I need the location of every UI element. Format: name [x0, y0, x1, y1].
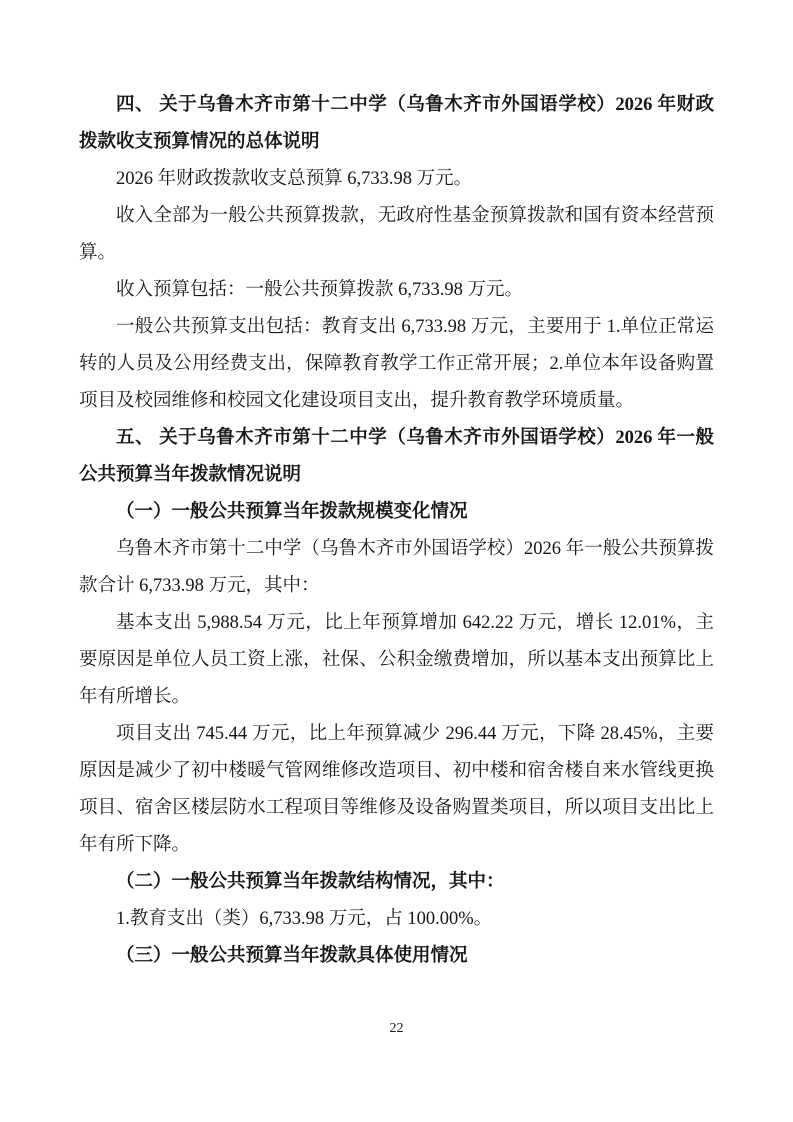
- expenditure-budget-paragraph: 一般公共预算支出包括：教育支出 6,733.98 万元，主要用于 1.单位正常运转的人员及公用经费支出，保障教育教学工作正常开展；2.单位本年设备购置项目及校园维修和校园文化建设项目支出，提升教育教学环境质量。: [79, 317, 714, 411]
- project-expenditure-paragraph: 项目支出 745.44 万元，比上年预算减少 296.44 万元，下降 28.45%，主要原因是减少了初中楼暖气管网维修改造项目、初中楼和宿舍楼自来水管线更换项目、宿舍区楼层防水工程项目等维修及设备购置类项目，所以项目支出比上年有所下降。: [79, 724, 714, 855]
- income-source-paragraph: 收入全部为一般公共预算拨款，无政府性基金预算拨款和国有资本经营预算。: [79, 206, 714, 263]
- subsection-2-heading: （二）一般公共预算当年拨款结构情况，其中：: [116, 872, 505, 892]
- document-body: [79, 87, 714, 975]
- section-5-heading: 五、 关于乌鲁木齐市第十二中学（乌鲁木齐市外国语学校）2026 年一般公共预算当年拨款情况说明: [79, 428, 714, 485]
- total-budget-paragraph: 2026 年财政拨款收支总预算 6,733.98 万元。: [116, 169, 473, 189]
- income-budget-paragraph: 收入预算包括：一般公共预算拨款 6,733.98 万元。: [116, 280, 524, 300]
- education-expenditure-paragraph: 1.教育支出（类）6,733.98 万元，占 100.00%。: [116, 909, 493, 929]
- section-4-heading: 四、 关于乌鲁木齐市第十二中学（乌鲁木齐市外国语学校）2026 年财政拨款收支预算情况的总体说明: [79, 95, 714, 152]
- page-number: 22: [389, 1021, 404, 1036]
- subsection-1-heading: （一）一般公共预算当年拨款规模变化情况: [116, 502, 468, 522]
- allocation-total-paragraph: 乌鲁木齐市第十二中学（乌鲁木齐市外国语学校）2026 年一般公共预算拨款合计 6,733.98 万元，其中：: [79, 539, 714, 596]
- subsection-3-heading: （三）一般公共预算当年拨款具体使用情况: [116, 946, 468, 966]
- basic-expenditure-paragraph: 基本支出 5,988.54 万元，比上年预算增加 642.22 万元，增长 12.01%，主要原因是单位人员工资上涨，社保、公积金缴费增加，所以基本支出预算比上年有所增长。: [79, 613, 714, 707]
